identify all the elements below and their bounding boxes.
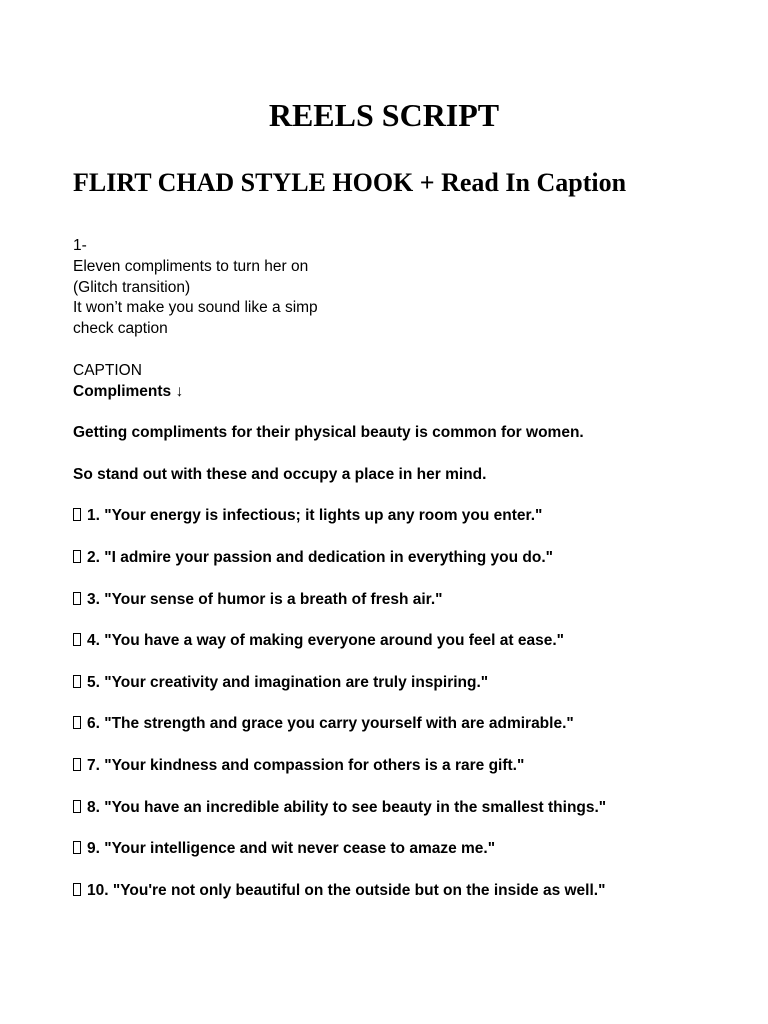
script-line: It won’t make you sound like a simp (73, 299, 318, 317)
script-line: (Glitch transition) (73, 278, 191, 296)
missing-glyph-box-icon (73, 841, 81, 854)
spacer (73, 610, 753, 631)
list-item-text: 6. "The strength and grace you carry yourself with are admirable." (87, 715, 574, 733)
list-item (73, 673, 753, 694)
list-item-text: 5. "Your creativity and imagination are truly inspiring." (87, 673, 489, 691)
missing-glyph-box-icon (73, 550, 81, 563)
spacer (73, 777, 753, 798)
list-item-text: 9. "Your intelligence and wit never cease to amaze me." (87, 840, 496, 858)
script-number: 1- (73, 237, 87, 254)
missing-glyph-box-icon (73, 800, 81, 813)
list-item (73, 839, 753, 860)
list-item (73, 631, 753, 652)
document-title: REELS SCRIPT (268, 97, 500, 133)
list-item (73, 881, 753, 902)
document-body (73, 236, 753, 902)
list-item (73, 714, 753, 735)
list-item-text: 4. "You have a way of making everyone around you feel at ease." (87, 632, 564, 650)
list-item (73, 756, 753, 777)
missing-glyph-box-icon (73, 758, 81, 771)
list-item (73, 590, 753, 611)
list-item-text: 1. "Your energy is infectious; it lights up any room you enter." (87, 507, 543, 525)
missing-glyph-box-icon (73, 508, 81, 521)
spacer (73, 818, 753, 839)
spacer (73, 402, 753, 423)
spacer (73, 340, 753, 361)
caption-intro: Getting compliments for their physical beauty is common for women. (73, 424, 584, 442)
list-item-text: 8. "You have an incredible ability to see beauty in the smallest things." (87, 798, 607, 816)
caption-label: CAPTION (73, 361, 142, 379)
spacer (73, 444, 753, 465)
list-item-text: 10. "You're not only beautiful on the outside but on the inside as well." (87, 881, 606, 899)
missing-glyph-box-icon (73, 633, 81, 646)
script-line: Eleven compliments to turn her on (73, 257, 309, 275)
list-item (73, 506, 753, 527)
missing-glyph-box-icon (73, 592, 81, 605)
script-line: check caption (73, 320, 168, 338)
spacer (73, 735, 753, 756)
list-item-text: 2. "I admire your passion and dedication in everything you do." (87, 548, 554, 566)
spacer (73, 694, 753, 715)
list-item-text: 3. "Your sense of humor is a breath of fresh air." (87, 590, 443, 608)
caption-intro: So stand out with these and occupy a place in her mind. (73, 465, 487, 483)
list-item-text: 7. "Your kindness and compassion for others is a rare gift." (87, 756, 525, 774)
list-item (73, 548, 753, 569)
missing-glyph-box-icon (73, 883, 81, 896)
missing-glyph-box-icon (73, 716, 81, 729)
caption-heading: Compliments ↓ (73, 382, 184, 400)
spacer (73, 652, 753, 673)
missing-glyph-box-icon (73, 675, 81, 688)
document-subtitle: FLIRT CHAD STYLE HOOK + Read In Caption (73, 168, 627, 197)
spacer (73, 569, 753, 590)
list-item (73, 798, 753, 819)
spacer (73, 486, 753, 507)
spacer (73, 527, 753, 548)
spacer (73, 860, 753, 881)
